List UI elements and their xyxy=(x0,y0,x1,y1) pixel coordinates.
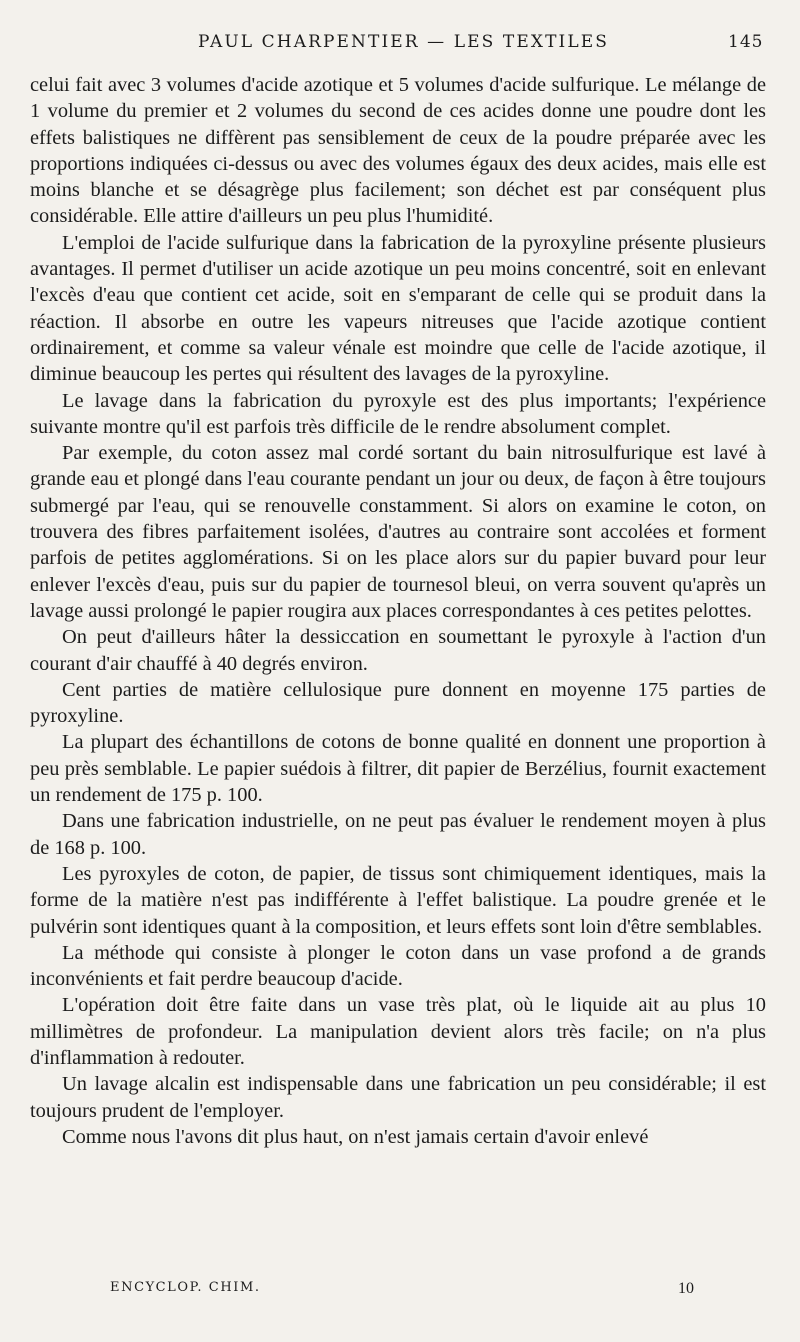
paragraph: Cent parties de matière cellulosique pure donnent en moyenne 175 parties de pyroxyline. xyxy=(30,678,766,728)
paragraph: Les pyroxyles de coton, de papier, de tissus sont chimiquement identiques, mais la forme de la matière n'est pas indifférente à l'effet balistique. La poudre grenée et le pulvérin sont identiques quant à la composition, et leurs effets sont loin d'être semblables. xyxy=(30,862,766,938)
running-title: PAUL CHARPENTIER — LES TEXTILES xyxy=(198,32,609,52)
page-number: 145 xyxy=(728,32,764,52)
body-text xyxy=(30,72,766,1150)
page-footer xyxy=(0,1280,800,1302)
footer-signature: ENCYCLOP. CHIM. xyxy=(110,1280,261,1295)
paragraph: La méthode qui consiste à plonger le coton dans un vase profond a de grands inconvénients et fait perdre beaucoup d'acide. xyxy=(30,941,766,991)
paragraph: Dans une fabrication industrielle, on ne peut pas évaluer le rendement moyen à plus de 168 p. 100. xyxy=(30,810,766,859)
footer-sheet-number: 10 xyxy=(678,1280,694,1297)
paragraph: celui fait avec 3 volumes d'acide azotique et 5 volumes d'acide sulfurique. Le mélange de 1 volume du premier et 2 volumes du second de ces acides donne une poudre dont les effets balistiques ne diffèrent pas sensiblement de ceux de la poudre préparée avec les proportions indiquées ci-dessus ou avec des volumes égaux des deux acides, mais elle est moins blanche et se désagrège plus facilement; son déchet est par conséquent plus considérable. Elle attire d'ailleurs un peu plus l'humidité. xyxy=(30,74,766,228)
paragraph: Comme nous l'avons dit plus haut, on n'est jamais certain d'avoir enlevé xyxy=(62,1125,649,1148)
paragraph: L'emploi de l'acide sulfurique dans la fabrication de la pyroxyline présente plusieurs avantages. Il permet d'utiliser un acide azotique un peu moins concentré, soit en enlevant l'excès d'eau que contient cet acide, soit en s'emparant de celle qui se produit dans la réaction. Il absorbe en outre les vapeurs nitreuses que l'acide azotique contient ordinairement, et comme sa valeur vénale est moindre que celle de l'acide azotique, il diminue beaucoup les pertes qui résultent des lavages de la pyroxyline. xyxy=(30,231,766,386)
paragraph: L'opération doit être faite dans un vase très plat, où le liquide ait au plus 10 millimètres de profondeur. La manipulation devient alors très facile; on n'a plus d'inflammation à redouter. xyxy=(30,994,766,1069)
paragraph: Le lavage dans la fabrication du pyroxyle est des plus importants; l'expérience suivante montre qu'il est parfois très difficile de le rendre absolument complet. xyxy=(30,389,766,438)
running-head xyxy=(0,32,800,56)
paragraph: Par exemple, du coton assez mal cordé sortant du bain nitrosulfurique est lavé à grande eau et plongé dans l'eau courante pendant un jour ou deux, de façon à être toujours submergé par l'eau, qui se renouvelle constamment. Si alors on examine le coton, on trouvera des fibres parfaitement isolées, d'autres au contraire sont accolées et forment parfois de petites agglomérations. Si on les place alors sur du papier buvard pour leur enlever l'excès d'eau, puis sur du papier de tournesol bleui, on verra souvent qu'après un lavage aussi prolongé le papier rougira aux places correspondantes à ces petites pelottes. xyxy=(30,442,766,622)
paragraph: La plupart des échantillons de cotons de bonne qualité en donnent une proportion à peu près semblable. Le papier suédois à filtrer, dit papier de Berzélius, fournit exactement un rendement de 175 p. 100. xyxy=(30,731,766,807)
paragraph: Un lavage alcalin est indispensable dans une fabrication un peu considérable; il est toujours prudent de l'employer. xyxy=(30,1073,766,1122)
paragraph: On peut d'ailleurs hâter la dessiccation en soumettant le pyroxyle à l'action d'un courant d'air chauffé à 40 degrés environ. xyxy=(30,626,766,675)
